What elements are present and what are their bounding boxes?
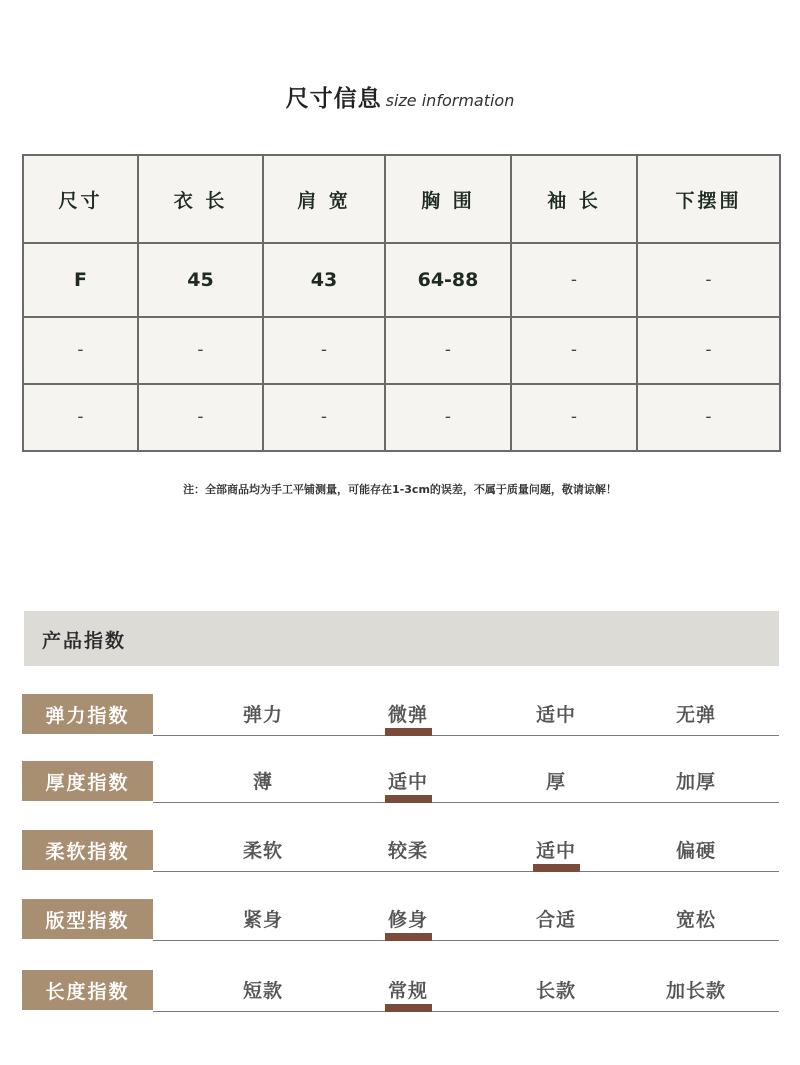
title-en: size information <box>385 91 515 110</box>
index-row-fit <box>22 899 779 941</box>
table-row <box>23 243 780 316</box>
product-index-title: 产品指数 <box>42 630 127 652</box>
product-index-header <box>24 611 779 666</box>
index-option: 柔软 <box>242 840 283 862</box>
table-cell: - <box>511 243 637 316</box>
table-cell: - <box>263 384 385 451</box>
table-cell: - <box>23 384 138 451</box>
header-cell: 下摆围 <box>637 155 780 243</box>
index-label: 长度指数 <box>22 970 153 1010</box>
table-cell: F <box>23 243 138 316</box>
selected-indicator <box>385 795 432 803</box>
title-cn: 尺寸信息 <box>285 86 382 112</box>
selected-indicator <box>385 728 432 736</box>
table-cell: - <box>637 384 780 451</box>
index-row-thickness <box>22 761 779 803</box>
index-option: 合适 <box>535 909 576 931</box>
table-cell: - <box>637 243 780 316</box>
index-option: 适中 <box>535 704 576 726</box>
table-cell: - <box>511 384 637 451</box>
index-option: 适中 <box>535 840 576 862</box>
index-option: 紧身 <box>242 909 283 931</box>
index-option: 弹力 <box>242 704 283 726</box>
index-option: 较柔 <box>387 840 428 862</box>
header-cell: 袖 长 <box>511 155 637 243</box>
table-cell: - <box>511 317 637 384</box>
index-baseline <box>153 735 779 736</box>
index-option: 适中 <box>387 771 428 793</box>
table-row <box>23 384 780 451</box>
index-option: 厚 <box>545 771 566 793</box>
selected-indicator <box>385 933 432 941</box>
table-cell: - <box>23 317 138 384</box>
index-option: 宽松 <box>675 909 716 931</box>
table-row <box>23 317 780 384</box>
index-label: 柔软指数 <box>22 830 153 870</box>
index-option: 长款 <box>535 980 576 1002</box>
page-title <box>0 80 800 113</box>
index-baseline <box>153 871 779 872</box>
index-label: 厚度指数 <box>22 761 153 801</box>
index-option: 薄 <box>252 771 273 793</box>
size-table <box>22 154 781 452</box>
index-label: 弹力指数 <box>22 694 153 734</box>
header-cell: 肩 宽 <box>263 155 385 243</box>
index-option: 短款 <box>242 980 283 1002</box>
table-cell: 43 <box>263 243 385 316</box>
index-option: 加长款 <box>665 980 726 1002</box>
index-option: 无弹 <box>675 704 716 726</box>
selected-indicator <box>385 1004 432 1012</box>
index-row-length <box>22 970 779 1012</box>
header-cell: 衣 长 <box>138 155 263 243</box>
table-cell: - <box>263 317 385 384</box>
size-table-header-row <box>23 155 780 243</box>
table-cell: - <box>138 384 263 451</box>
index-label: 版型指数 <box>22 899 153 939</box>
header-cell: 胸 围 <box>385 155 511 243</box>
index-option: 常规 <box>387 980 428 1002</box>
index-option: 微弹 <box>387 704 428 726</box>
index-baseline <box>153 940 779 941</box>
table-cell: - <box>637 317 780 384</box>
table-cell: - <box>138 317 263 384</box>
table-cell: - <box>385 384 511 451</box>
table-cell: - <box>385 317 511 384</box>
header-cell: 尺寸 <box>23 155 138 243</box>
measurement-note: 注：全部商品均为手工平铺测量，可能存在1-3cm的误差，不属于质量问题，敬请谅解！ <box>183 483 617 496</box>
index-option: 偏硬 <box>675 840 716 862</box>
index-row-elasticity <box>22 694 779 736</box>
selected-indicator <box>533 864 580 872</box>
table-cell: 64-88 <box>385 243 511 316</box>
index-baseline <box>153 802 779 803</box>
index-option: 修身 <box>387 909 428 931</box>
index-option: 加厚 <box>675 771 716 793</box>
index-row-softness <box>22 830 779 872</box>
index-baseline <box>153 1011 779 1012</box>
table-cell: 45 <box>138 243 263 316</box>
